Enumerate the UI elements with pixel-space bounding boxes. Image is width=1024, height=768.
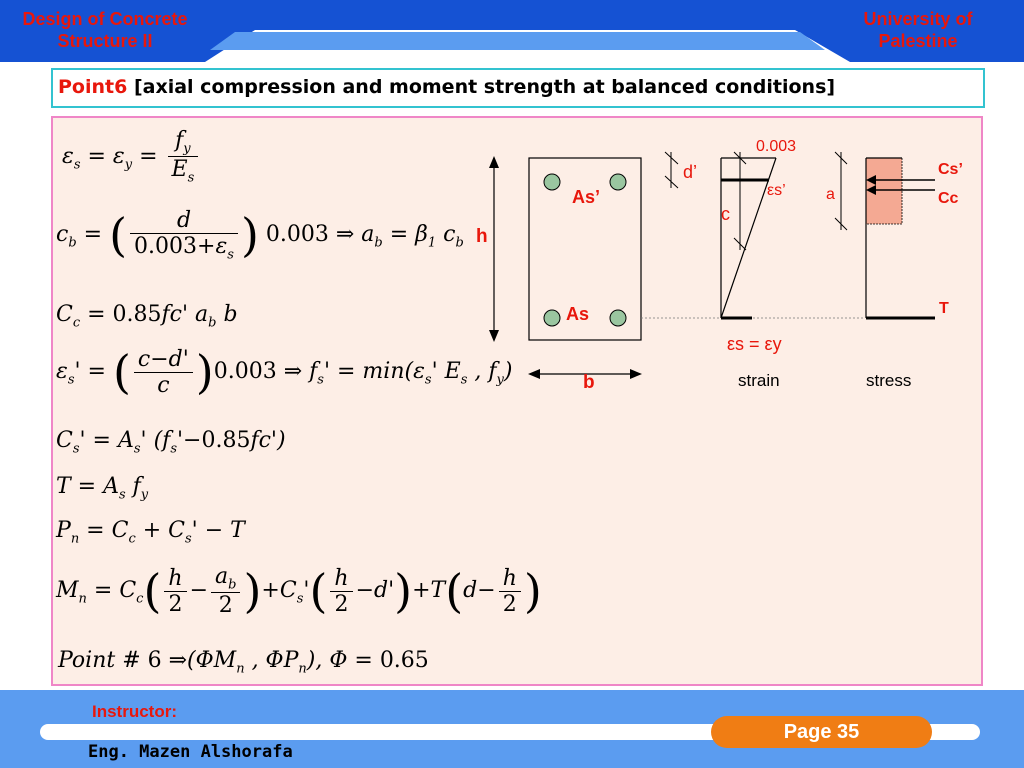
equation-eps-s-prime: $\varepsilon_s'$ = ( $\frac{c-d'}{c}$ )0.003 ⇒ $f_s' = \min(\varepsilon_s'$ $E_s$ , $f_y$) xyxy=(56,345,513,399)
equation-pn: $P_n = C_c + C_s' - T$ xyxy=(56,518,245,547)
stress-caption: stress xyxy=(866,371,912,390)
label-top-strain: 0.003 xyxy=(756,138,797,155)
label-t: T xyxy=(939,300,949,317)
rebar-bottom-left xyxy=(544,310,560,326)
d-prime-dimension xyxy=(665,152,678,188)
course-title xyxy=(0,8,210,52)
section-diagram xyxy=(480,140,980,400)
university-title xyxy=(838,8,998,52)
equation-point6: Point # 6 $\Rightarrow(\Phi M_n$ , $\Phi P_n$), Φ = 0.65 xyxy=(58,648,429,677)
equation-eps-s: $\varepsilon_s = \varepsilon_y$ = $\frac{f_y}{E_s}$ xyxy=(62,128,201,186)
instructor-label: Instructor: xyxy=(92,702,177,721)
equation-mn: $M_n = C_c$( $\frac{h}{2}$ − $\frac{a_b}{2}$ )$+C_s'$( $\frac{h}{2}$ −d')+T(d− $\frac{h}{2}$ ) xyxy=(56,564,542,619)
label-d-prime: d’ xyxy=(683,162,698,182)
label-cc: Cc xyxy=(938,190,959,207)
stress-diagram xyxy=(835,152,935,318)
course-title-line2: Structure II xyxy=(57,31,153,51)
strain-diagram xyxy=(721,152,776,318)
equation-cb: $c_b$ = ( $\frac{d}{0.003+\varepsilon_s}$ ) 0.003 ⇒ $a_b = \beta_1$ $c_b$ xyxy=(56,208,464,263)
label-eps-s-prime: εs’ xyxy=(767,182,786,199)
label-as-top: As’ xyxy=(572,187,601,207)
point-label: Point6 xyxy=(58,76,128,98)
label-as-bottom: As xyxy=(566,304,590,324)
title-text: [axial compression and moment strength at balanced conditions] xyxy=(133,76,836,98)
instructor-name: Eng. Mazen Alshorafa xyxy=(88,742,293,762)
course-title-line1: Design of Concrete xyxy=(22,9,188,29)
equation-cc: $C_c = 0.85fc'$ $a_b$ b xyxy=(56,302,238,331)
h-dimension xyxy=(489,156,499,342)
label-h: h xyxy=(476,226,488,247)
page-number: Page 35 xyxy=(783,721,860,743)
label-cs: Cs’ xyxy=(938,161,963,178)
label-eps-s-eq-y: εs = εy xyxy=(727,334,782,354)
rebar-top-left xyxy=(544,174,560,190)
label-c: c xyxy=(721,204,730,224)
equation-t: $T = A_s$ $f_y$ xyxy=(56,474,149,503)
university-title-line1: University of xyxy=(863,9,973,29)
university-title-line2: Palestine xyxy=(878,31,958,51)
rebar-top-right xyxy=(610,174,626,190)
slide-title xyxy=(58,76,835,98)
strain-caption: strain xyxy=(738,371,780,390)
rebar-bottom-right xyxy=(610,310,626,326)
equation-cs: $C_s' = A_s'$ $(f_s'-0.85fc')$ xyxy=(56,428,286,457)
label-a: a xyxy=(826,186,835,203)
label-b: b xyxy=(583,372,595,393)
